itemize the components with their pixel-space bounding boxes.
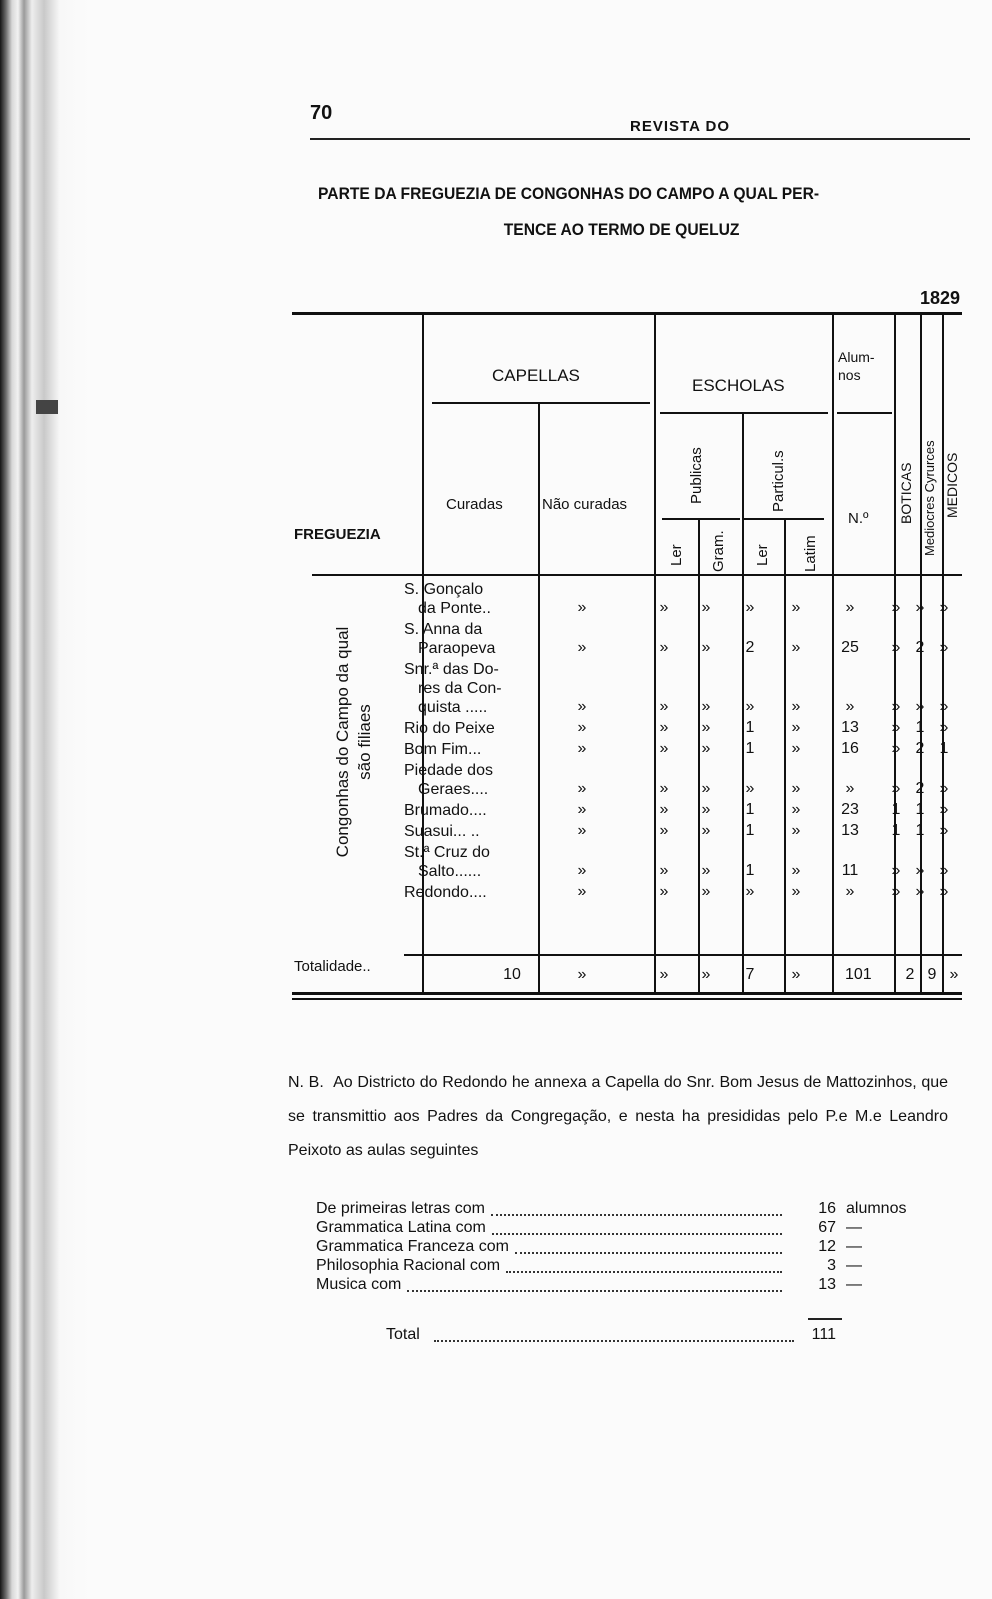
aula-row xyxy=(316,1200,916,1219)
total-cell: » xyxy=(659,966,669,983)
table-cell: » xyxy=(745,698,755,715)
place-name xyxy=(404,660,502,717)
table-cell: » xyxy=(577,639,587,656)
aula-row xyxy=(316,1276,916,1295)
place-name-line: quista ..... xyxy=(418,699,488,716)
table-cell: » xyxy=(939,639,949,656)
table-cell: » xyxy=(891,719,901,736)
aula-label: Musica com xyxy=(316,1276,402,1293)
table-cell: 1 xyxy=(745,862,755,879)
statistics-table xyxy=(292,312,962,1012)
table-cell: » xyxy=(659,801,669,818)
table-cell: » xyxy=(577,862,587,879)
total-rule xyxy=(808,1318,842,1320)
table-cell: » xyxy=(791,822,801,839)
table-cell: » xyxy=(577,740,587,757)
total-cell: 10 xyxy=(503,966,521,983)
running-head xyxy=(310,102,970,138)
table-cell: 1 xyxy=(891,822,901,839)
place-name-line: Salto...... xyxy=(418,863,482,880)
place-name xyxy=(404,843,490,881)
table-cell: » xyxy=(745,780,755,797)
table-cell: » xyxy=(745,599,755,616)
table-cell: » xyxy=(701,639,711,656)
boticas-header: BOTICAS xyxy=(898,462,914,524)
table-cell: » xyxy=(659,822,669,839)
particulares-header: Particul.s xyxy=(770,450,787,512)
aula-unit: alumnos xyxy=(846,1200,907,1217)
aula-row xyxy=(316,1257,916,1276)
note-block xyxy=(288,1066,948,1168)
table-cell: 25 xyxy=(841,639,859,656)
title-line-1: PARTE DA FREGUEZIA DE CONGONHAS DO CAMPO A QUAL PER- xyxy=(318,184,820,203)
aulas-list xyxy=(316,1200,916,1343)
table-cell: » xyxy=(659,698,669,715)
table-cell: » xyxy=(701,822,711,839)
journal-title: REVISTA DO xyxy=(630,118,731,135)
table-cell: » xyxy=(791,801,801,818)
total-value: 111 xyxy=(811,1326,836,1343)
place-name-line: Snr.ª das Do- xyxy=(404,661,499,678)
escholas-header: ESCHOLAS xyxy=(692,376,785,395)
table-cell: 2 xyxy=(745,639,755,656)
aula-row xyxy=(316,1238,916,1257)
table-cell: » xyxy=(701,719,711,736)
place-name xyxy=(404,822,480,841)
nao-curadas-header: Não curadas xyxy=(542,496,628,513)
table-cell: 1 xyxy=(891,801,901,818)
aula-unit: — xyxy=(846,1219,862,1236)
alumnos-rule xyxy=(837,412,892,414)
totalidade-label: Totalidade.. xyxy=(294,958,371,975)
place-name-line: Piedade dos xyxy=(404,762,493,779)
table-cell: » xyxy=(791,639,801,656)
total-dots xyxy=(434,1330,794,1342)
table-cell: » xyxy=(891,862,901,879)
alumnos-header: Alum-nos xyxy=(838,349,875,383)
table-cell: » xyxy=(659,883,669,900)
place-name-line: Geraes.... xyxy=(418,781,489,798)
nb-text: Ao Districto do Redondo he annexa a Capella do Snr. Bom Jesus de Mattozinhos, que se transmittio aos Padres da Congregação, e nesta ha presididas pelo P.e M.e Leandro Peixoto as aulas seguintes xyxy=(288,1074,949,1159)
place-name-line: da Ponte.. xyxy=(418,600,491,617)
table-cell: » xyxy=(891,780,901,797)
aula-dots xyxy=(407,1280,782,1292)
aula-dots xyxy=(492,1223,782,1235)
total-cell: 101 xyxy=(845,966,872,983)
table-cell: 13 xyxy=(841,719,859,736)
scan-binding-edge xyxy=(0,0,90,1599)
table-cell: » xyxy=(891,698,901,715)
table-cell: » xyxy=(939,719,949,736)
place-name-line: St.ª Cruz do xyxy=(404,844,490,861)
table-cell: » xyxy=(791,883,801,900)
place-name xyxy=(404,740,481,759)
aula-value: 3 xyxy=(827,1257,836,1274)
table-cell: » xyxy=(791,740,801,757)
aula-unit: — xyxy=(846,1276,862,1293)
table-cell: » xyxy=(577,780,587,797)
table-cell: » xyxy=(891,599,901,616)
capellas-header: CAPELLAS xyxy=(492,366,580,385)
table-cell: 1 xyxy=(745,822,755,839)
table-cell: 2 xyxy=(915,780,925,797)
table-cell: 1 xyxy=(915,801,925,818)
place-name xyxy=(404,580,491,618)
place-name-line: S. Gonçalo xyxy=(404,581,484,598)
table-cell: 1 xyxy=(915,719,925,736)
aula-label: Philosophia Racional com xyxy=(316,1257,501,1274)
group-label: Congonhas do Campo da qual são filiaes xyxy=(333,626,374,858)
table-bottom-rule xyxy=(292,992,962,995)
medicos-header: MEDICOS xyxy=(944,452,960,518)
table-cell: 2 xyxy=(915,740,925,757)
page-number: 70 xyxy=(310,102,333,124)
publicas-rule xyxy=(662,518,740,520)
table-cell: » xyxy=(701,801,711,818)
ler-publicas-header: Ler xyxy=(668,544,685,566)
place-name-line: res da Con- xyxy=(418,680,502,697)
total-label: Total xyxy=(386,1326,420,1343)
place-name xyxy=(404,620,495,658)
document-page xyxy=(280,90,980,1490)
total-cell: 9 xyxy=(927,966,937,983)
document-title xyxy=(318,182,925,242)
aula-value: 12 xyxy=(818,1238,836,1255)
escholas-rule xyxy=(660,412,828,414)
ler-particulares-header: Ler xyxy=(754,544,771,566)
table-cell: » xyxy=(659,780,669,797)
place-name xyxy=(404,883,487,902)
aula-label: Grammatica Latina com xyxy=(316,1219,486,1236)
table-cell: » xyxy=(939,801,949,818)
table-cell: 1 xyxy=(745,719,755,736)
table-cell: 2 xyxy=(915,639,925,656)
aula-dots xyxy=(515,1242,782,1254)
table-cell: » xyxy=(701,780,711,797)
freguezia-header: FREGUEZIA xyxy=(294,526,381,543)
table-cell: 11 xyxy=(841,862,859,879)
table-cell: » xyxy=(745,883,755,900)
cyrurgioes-header: Mediocres Cyrurces xyxy=(922,440,937,556)
table-cell: » xyxy=(939,698,949,715)
totals-rule xyxy=(404,954,962,956)
latim-header: Latim xyxy=(802,535,819,572)
year-label: 1829 xyxy=(920,288,961,308)
table-cell: » xyxy=(845,599,855,616)
table-cell: » xyxy=(845,883,855,900)
table-cell: » xyxy=(577,822,587,839)
gram-header: Gram. xyxy=(710,530,727,572)
table-cell: » xyxy=(577,599,587,616)
table-cell: 1 xyxy=(939,740,949,757)
table-cell: » xyxy=(845,698,855,715)
place-name xyxy=(404,719,495,738)
table-cell: » xyxy=(701,883,711,900)
table-cell: » xyxy=(939,599,949,616)
table-cell: » xyxy=(791,698,801,715)
place-name-line: S. Anna da xyxy=(404,621,483,638)
table-cell: 13 xyxy=(841,822,859,839)
table-cell: » xyxy=(659,599,669,616)
place-name-line: Redondo.... xyxy=(404,884,487,901)
table-cell: 1 xyxy=(915,822,925,839)
table-cell: » xyxy=(891,883,901,900)
table-cell: » xyxy=(701,740,711,757)
aula-dots xyxy=(506,1261,782,1273)
place-name-line: Paraopeva xyxy=(418,640,496,657)
place-name-line: Rio do Peixe xyxy=(404,720,495,737)
table-cell: » xyxy=(701,599,711,616)
table-cell: » xyxy=(659,719,669,736)
table-cell: » xyxy=(791,780,801,797)
aula-unit: — xyxy=(846,1238,862,1255)
table-cell: » xyxy=(659,740,669,757)
place-name xyxy=(404,761,493,799)
table-cell: » xyxy=(577,883,587,900)
capellas-rule xyxy=(432,402,650,404)
table-cell: 23 xyxy=(841,801,859,818)
place-name-line: Brumado.... xyxy=(404,802,487,819)
total-cell: » xyxy=(949,966,959,983)
total-cell: 7 xyxy=(745,966,755,983)
aula-value: 16 xyxy=(818,1200,836,1217)
table-cell: » xyxy=(939,862,949,879)
table-cell: » xyxy=(915,698,925,715)
total-cell: » xyxy=(791,966,801,983)
title-line-2: TENCE AO TERMO DE QUELUZ xyxy=(503,220,740,239)
publicas-header: Publicas xyxy=(688,447,705,504)
table-cell: » xyxy=(701,698,711,715)
aula-value: 13 xyxy=(818,1276,836,1293)
table-cell: » xyxy=(659,862,669,879)
table-bottom-rule-2 xyxy=(292,998,962,1000)
table-cell: » xyxy=(577,801,587,818)
table-cell: » xyxy=(659,639,669,656)
total-cell: » xyxy=(701,966,711,983)
table-cell: » xyxy=(891,639,901,656)
header-bottom-rule xyxy=(312,574,962,576)
total-cell: » xyxy=(577,966,587,983)
table-cell: » xyxy=(791,719,801,736)
header-rule xyxy=(310,138,970,140)
table-cell: 1 xyxy=(745,740,755,757)
aula-label: Grammatica Franceza com xyxy=(316,1238,509,1255)
table-cell: » xyxy=(577,698,587,715)
col-rule-escholas xyxy=(832,312,834,992)
total-row xyxy=(386,1326,916,1345)
table-cell: » xyxy=(577,719,587,736)
aula-label: De primeiras letras com xyxy=(316,1200,485,1217)
table-cell: » xyxy=(915,862,925,879)
table-cell: » xyxy=(791,862,801,879)
aula-row xyxy=(316,1219,916,1238)
total-cell: 2 xyxy=(905,966,915,983)
aula-unit: — xyxy=(846,1257,862,1274)
aula-value: 67 xyxy=(818,1219,836,1236)
table-cell: » xyxy=(845,780,855,797)
table-cell: » xyxy=(791,599,801,616)
table-cell: 16 xyxy=(841,740,859,757)
table-cell: » xyxy=(939,822,949,839)
table-top-rule xyxy=(292,312,962,315)
nb-label: N. B. xyxy=(288,1074,324,1091)
numero-header: N.º xyxy=(848,510,869,527)
table-cell: » xyxy=(891,740,901,757)
col-rule-curadas xyxy=(538,402,540,992)
table-cell: » xyxy=(915,883,925,900)
place-name xyxy=(404,801,487,820)
place-name-line: Suasui... .. xyxy=(404,823,480,840)
table-cell: » xyxy=(939,780,949,797)
curadas-header: Curadas xyxy=(446,496,503,513)
aula-dots xyxy=(491,1204,782,1216)
place-name-line: Bom Fim... xyxy=(404,741,482,758)
table-cell: » xyxy=(939,883,949,900)
table-cell: 1 xyxy=(745,801,755,818)
table-cell: » xyxy=(915,599,925,616)
table-cell: » xyxy=(701,862,711,879)
